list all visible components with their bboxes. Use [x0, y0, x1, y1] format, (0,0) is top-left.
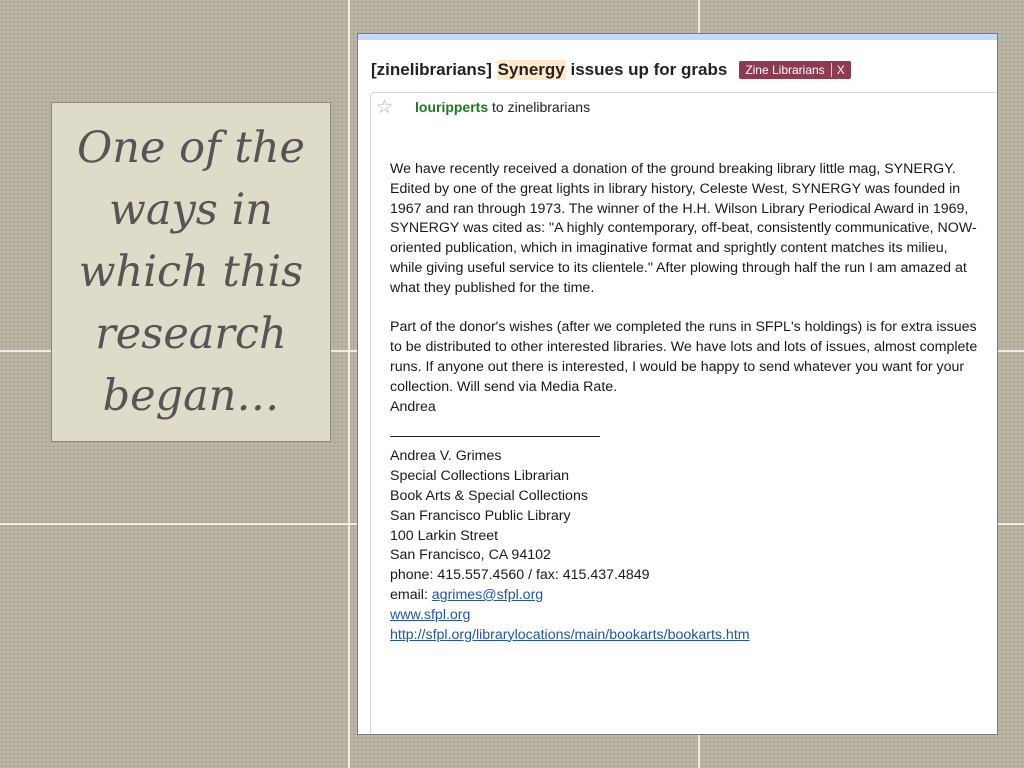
recipient-text: to zinelibrarians — [492, 99, 591, 115]
signature-street: 100 Larkin Street — [390, 527, 499, 544]
subject-rest: issues up for grabs — [570, 60, 728, 79]
sender-row — [415, 99, 590, 115]
email-subject — [371, 60, 851, 80]
body-paragraph: Part of the donor's wishes (after we completed the runs in SFPL's holdings) is for extra issues to be distributed to other interested libraries. We have lots and lots of issues, almost complete runs. If anyone out there is interested, I would be happy to send whatever you want for your collection. Will send via Media Rate. Andrea — [390, 319, 978, 415]
slide-caption: One of the ways in which this research began… — [77, 123, 305, 421]
signature-email-row: email: agrimes@sfpl.org — [390, 586, 544, 603]
email-link[interactable]: agrimes@sfpl.org — [431, 586, 544, 603]
body-paragraph: We have recently received a donation of the ground breaking library little mag, SYNERGY. Edited by one of the great lights in library history, Celeste West, SYNERGY was founded in 1967 and ran through 1973. The winner of the H.H. Wilson Library Periodical Award in 1969, SYNERGY was cited as: "A highly contemporary, off-beat, consistently communicative, NOW-oriented publication, which in imaginative format and sprightly content matches its milieu, while giving useful service to its clientele." After plowing through half the run I am amazed at what they published for the time. — [390, 161, 977, 296]
subject-prefix: [zinelibrarians] — [371, 60, 492, 79]
signature-divider — [390, 436, 600, 437]
signature-phone: phone: 415.557.4560 / fax: 415.437.4849 — [390, 567, 650, 584]
signature-library: San Francisco Public Library — [390, 507, 571, 524]
signature-name: Andrea V. Grimes — [390, 448, 502, 465]
label-remove-button[interactable]: X — [831, 63, 845, 77]
background-gridline — [348, 0, 350, 768]
signature-title: Special Collections Librarian — [390, 468, 570, 485]
signoff: Andrea — [390, 398, 436, 415]
signature-city: San Francisco, CA 94102 — [390, 547, 551, 564]
slide-caption-box — [51, 102, 331, 442]
email-screenshot — [357, 33, 998, 735]
label-chip-text: Zine Librarians — [745, 63, 825, 77]
message-card — [370, 92, 998, 735]
signature-department: Book Arts & Special Collections — [390, 487, 588, 504]
message-body — [390, 160, 980, 645]
website-link[interactable]: www.sfpl.org — [390, 606, 471, 623]
email-top-bar — [358, 34, 997, 40]
star-icon[interactable]: ☆ — [376, 97, 394, 118]
bookarts-url-link[interactable]: http://sfpl.org/librarylocations/main/bookarts/bookarts.htm — [390, 626, 750, 643]
subject-highlight: Synergy — [497, 60, 565, 79]
label-chip[interactable] — [739, 61, 850, 79]
sender-name[interactable]: louripperts — [415, 99, 489, 115]
